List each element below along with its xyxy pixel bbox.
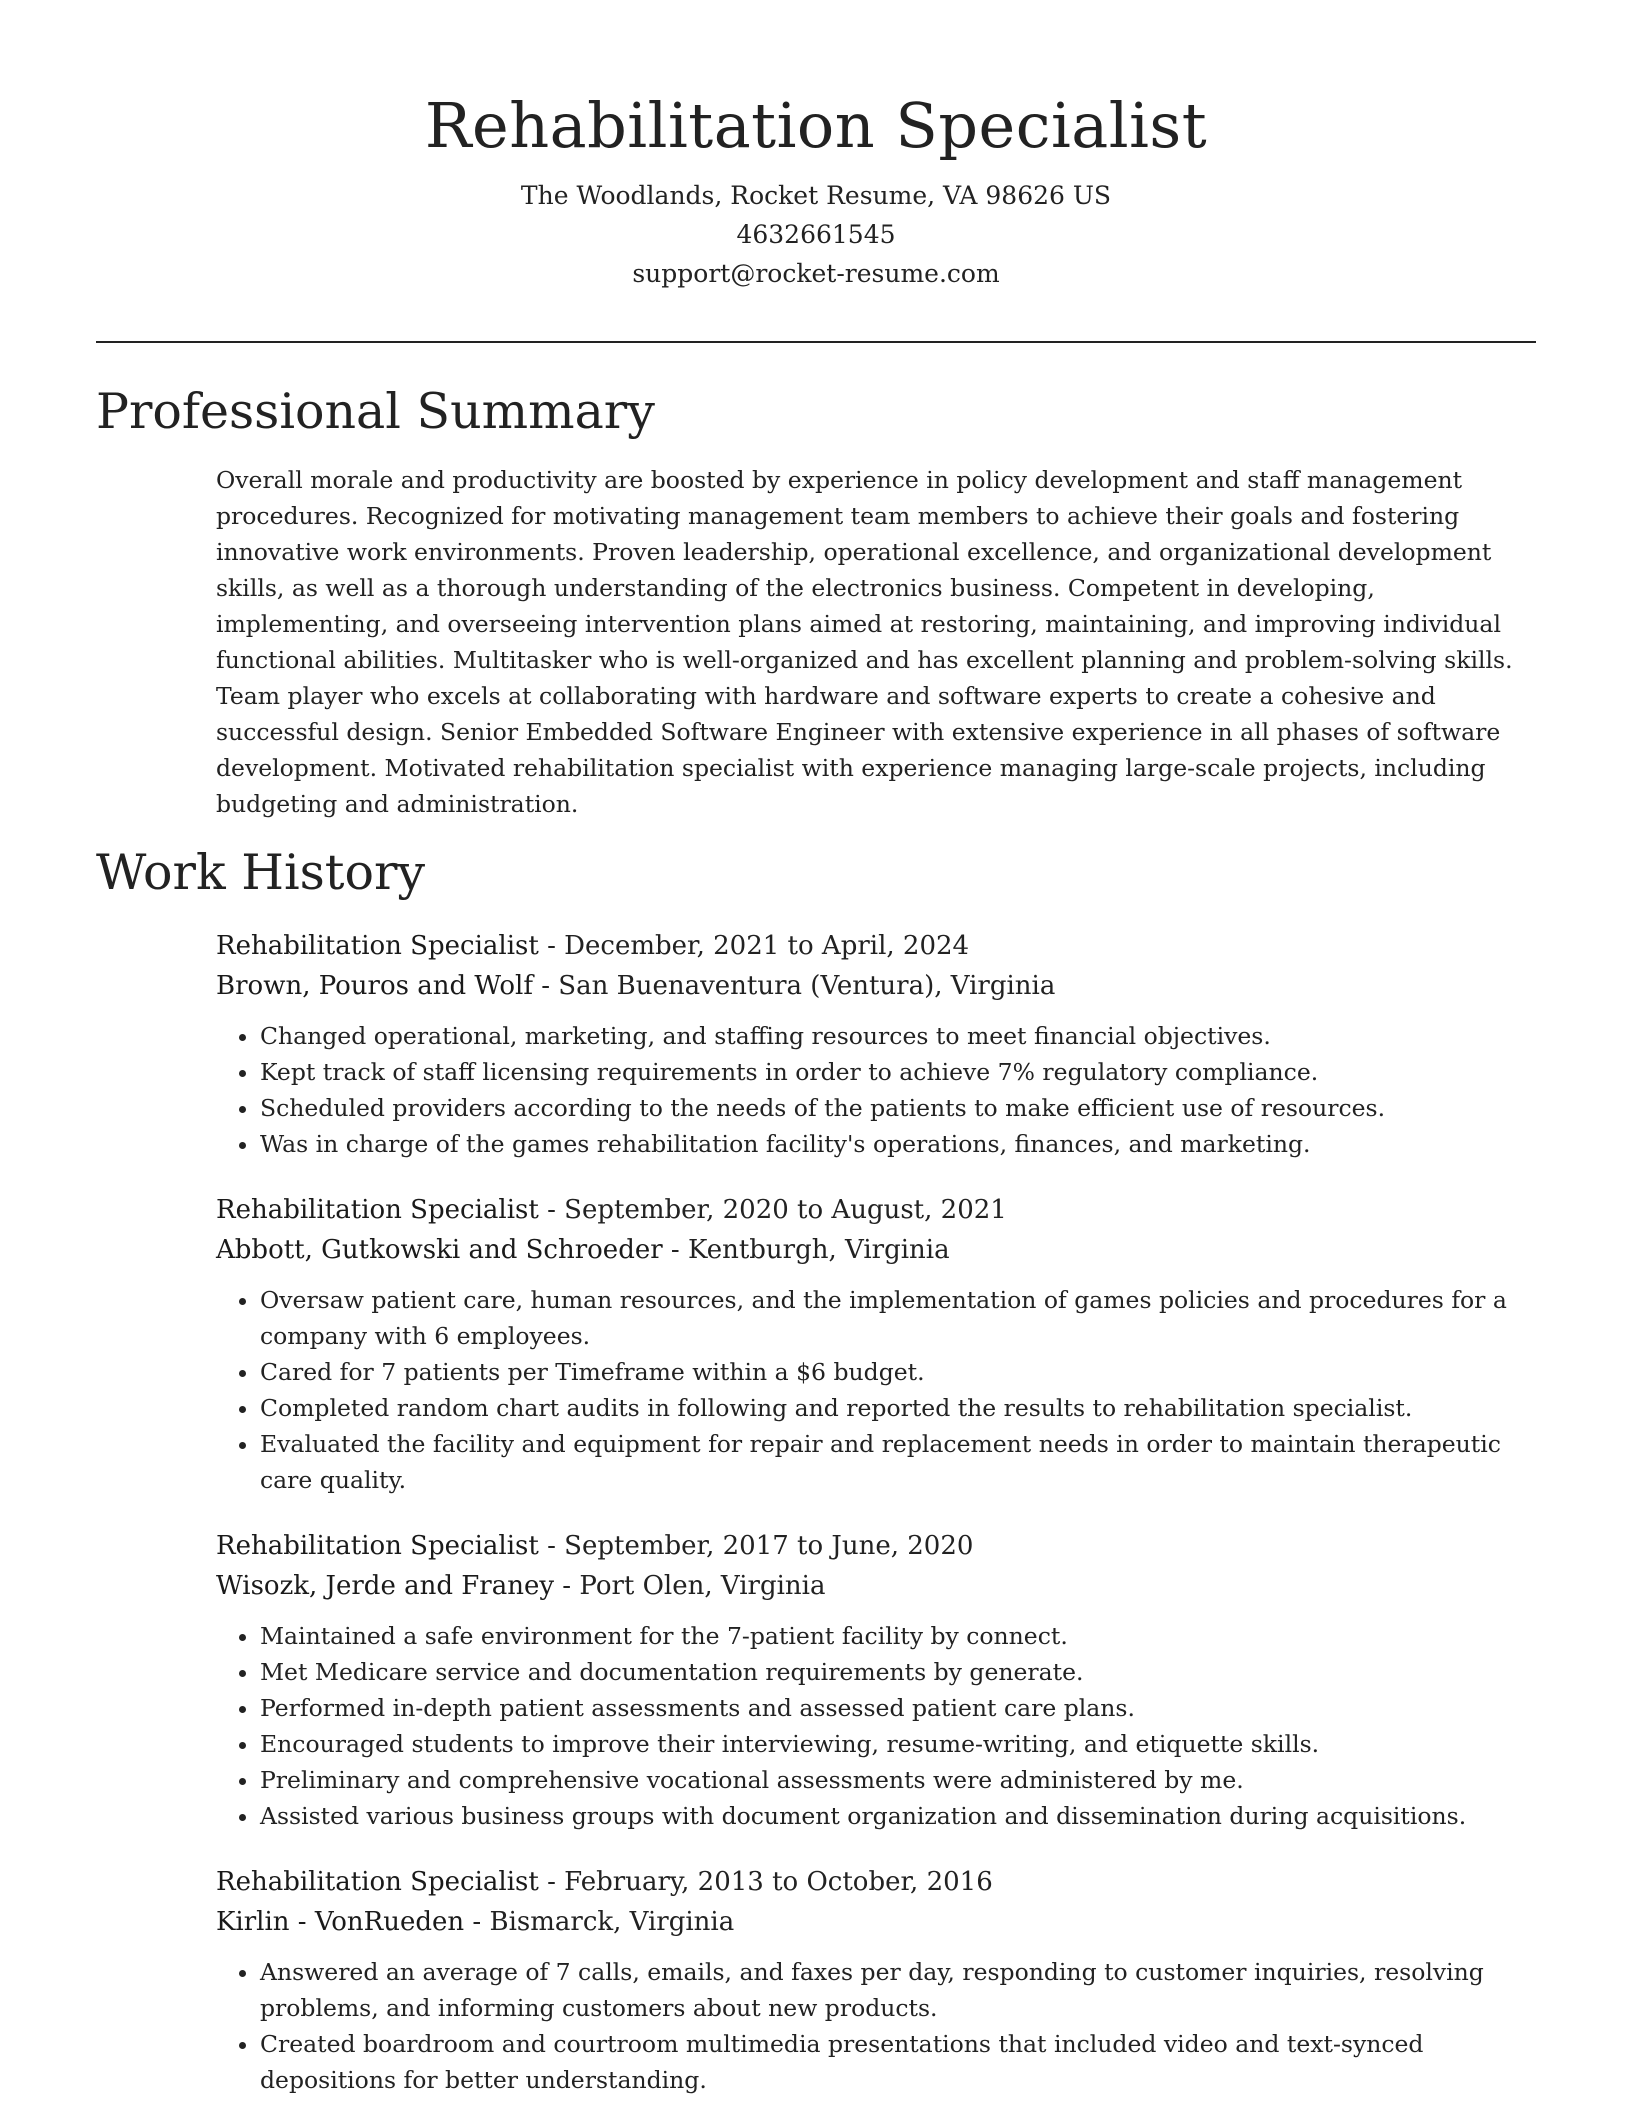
job-bullet: • Performed in-depth patient assessments and assessed patient care plans. — [260, 1690, 1532, 1726]
job-title-line: Rehabilitation Specialist - December, 2021 to April, 2024 — [216, 931, 970, 961]
job-bullet: • Answered an average of 7 calls, emails, and faxes per day, responding to customer inquiries, resolving problems, and informing customers about new products. — [260, 1954, 1532, 2026]
job-company: Wisozk, Jerde and Franey — [216, 1571, 555, 1601]
job-bullets — [216, 1618, 1532, 1834]
contact-email: support@rocket-resume.com — [632, 259, 1000, 288]
job-bullet: • Oversaw patient care, human resources, and the implementation of games policies and procedures for a company with 6 employees. — [260, 1282, 1532, 1354]
job-bullet: • Assisted various business groups with document organization and dissemination during acquisitions. — [260, 1798, 1532, 1834]
header-divider — [96, 341, 1536, 343]
job-location: Kentburgh, Virginia — [687, 1235, 950, 1265]
job-dates: February, 2013 to October, 2016 — [564, 1867, 993, 1897]
work-history-heading: Work History — [96, 844, 426, 901]
job-role: Rehabilitation Specialist — [216, 1195, 539, 1225]
job-entry — [216, 926, 1532, 1162]
resume-header — [96, 84, 1536, 293]
job-title-line: Rehabilitation Specialist - September, 2020 to August, 2021 — [216, 1195, 1007, 1225]
job-entry — [216, 1862, 1532, 2098]
job-bullet: • Changed operational, marketing, and staffing resources to meet financial objectives. — [260, 1018, 1532, 1054]
job-title-line: Rehabilitation Specialist - September, 2017 to June, 2020 — [216, 1531, 974, 1561]
job-dates: September, 2020 to August, 2021 — [564, 1195, 1007, 1225]
candidate-name: Rehabilitation Specialist — [424, 89, 1208, 162]
job-bullet: • Encouraged students to improve their interviewing, resume-writing, and etiquette skills. — [260, 1726, 1532, 1762]
contact-phone: 4632661545 — [736, 220, 896, 249]
summary-heading: Professional Summary — [96, 383, 655, 440]
job-bullet: • Met Medicare service and documentation requirements by generate. — [260, 1654, 1532, 1690]
job-entry — [216, 1526, 1532, 1834]
job-bullet: • Was in charge of the games rehabilitation facility's operations, finances, and marketing. — [260, 1126, 1532, 1162]
contact-address: The Woodlands, Rocket Resume, VA 98626 US — [520, 181, 1112, 210]
job-role: Rehabilitation Specialist — [216, 1531, 539, 1561]
job-bullets — [216, 1282, 1532, 1498]
job-company: Brown, Pouros and Wolf — [216, 971, 533, 1001]
job-entry — [216, 1190, 1532, 1498]
job-location: San Buenaventura (Ventura), Virginia — [558, 971, 1056, 1001]
job-dates: September, 2017 to June, 2020 — [564, 1531, 974, 1561]
job-company: Abbott, Gutkowski and Schroeder — [216, 1235, 663, 1265]
job-company-line: Abbott, Gutkowski and Schroeder - Kentburgh, Virginia — [216, 1235, 950, 1265]
job-company-line: Kirlin - VonRueden - Bismarck, Virginia — [216, 1907, 735, 1937]
job-company-line: Brown, Pouros and Wolf - San Buenaventura (Ventura), Virginia — [216, 971, 1056, 1001]
job-title-line: Rehabilitation Specialist - February, 2013 to October, 2016 — [216, 1867, 993, 1897]
job-company: Kirlin - VonRueden — [216, 1907, 465, 1937]
job-role: Rehabilitation Specialist — [216, 931, 539, 961]
job-location: Bismarck, Virginia — [489, 1907, 735, 1937]
job-company-line: Wisozk, Jerde and Franey - Port Olen, Virginia — [216, 1571, 826, 1601]
job-location: Port Olen, Virginia — [579, 1571, 826, 1601]
job-bullet: • Cared for 7 patients per Timeframe within a $6 budget. — [260, 1354, 1532, 1390]
summary-text: Overall morale and productivity are boosted by experience in policy development and staff management procedures. Recognized for motivating management team members to achieve their goals and fostering innovative work environments. Proven leadership, operational excellence, and organizational development skills, as well as a thorough understanding of the electronics business. Competent in developing, implementing, and overseeing intervention plans aimed at restoring, maintaining, and improving individual functional abilities. Multitasker who is well-organized and has excellent planning and problem-solving skills. Team player who excels at collaborating with hardware and software experts to create a cohesive and successful design. Senior Embedded Software Engineer with extensive experience in all phases of software development. Motivated rehabilitation specialist with experience managing large-scale projects, including budgeting and administration. — [216, 466, 1513, 818]
job-bullet: • Completed random chart audits in following and reported the results to rehabilitation specialist. — [260, 1390, 1532, 1426]
job-bullets — [216, 1018, 1532, 1162]
contact-block — [96, 176, 1536, 293]
job-bullets — [216, 1954, 1532, 2098]
work-history-list — [216, 926, 1532, 2126]
job-bullet: • Created boardroom and courtroom multimedia presentations that included video and text-synced depositions for better understanding. — [260, 2026, 1532, 2098]
job-bullet: • Kept track of staff licensing requirements in order to achieve 7% regulatory compliance. — [260, 1054, 1532, 1090]
job-bullet: • Maintained a safe environment for the 7-patient facility by connect. — [260, 1618, 1532, 1654]
job-bullet: • Evaluated the facility and equipment for repair and replacement needs in order to maintain therapeutic care quality. — [260, 1426, 1532, 1498]
job-role: Rehabilitation Specialist — [216, 1867, 539, 1897]
job-bullet: • Preliminary and comprehensive vocational assessments were administered by me. — [260, 1762, 1532, 1798]
job-bullet: • Scheduled providers according to the needs of the patients to make efficient use of resources. — [260, 1090, 1532, 1126]
job-dates: December, 2021 to April, 2024 — [564, 931, 970, 961]
